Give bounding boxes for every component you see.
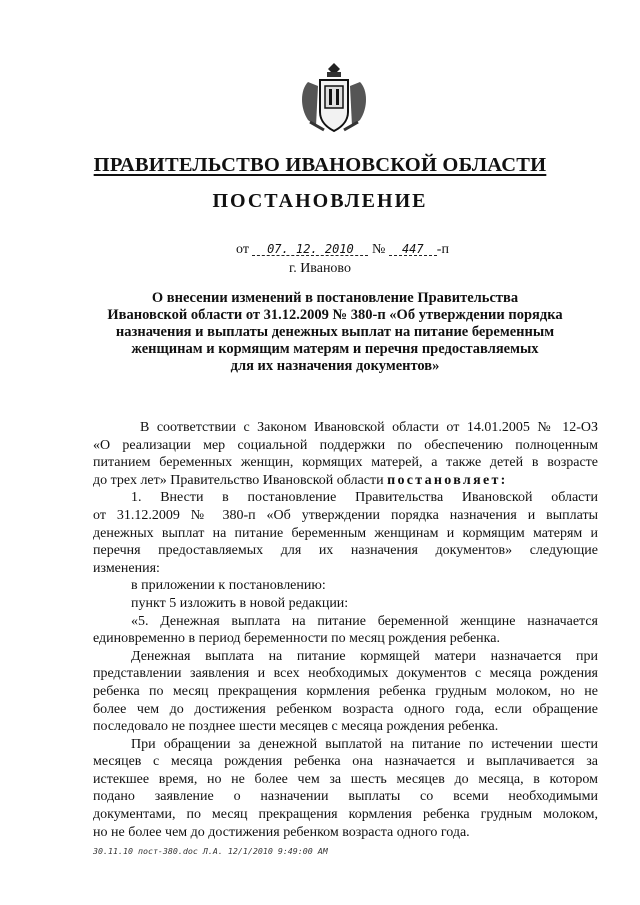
city: г. Иваново [289, 261, 351, 276]
subject-line: для их назначения документов» [230, 358, 440, 374]
body-line: подано заявление о назначении выплаты со всеми необходимыми [93, 789, 598, 805]
document-body [93, 419, 598, 841]
date-prefix: от [236, 242, 249, 257]
subject-line: назначения и выплаты денежных выплат на питание беременным [115, 324, 555, 340]
body-line: перечня предоставляемых для их назначения документов» следующие [93, 543, 598, 559]
file-footer: 30.11.10 пост-380.doc Л.А. 12/1/2010 9:49:00 AM [93, 846, 328, 856]
body-line: пункт 5 изложить в новой редакции: [131, 595, 349, 611]
body-line: ребенка по месяц прекращения кормления ребенка грудным молоком, но не [93, 683, 598, 699]
resolves-word: постановляет: [387, 472, 508, 488]
body-line: от 31.12.2009 № 380-п «Об утверждении порядка назначения и выплаты [93, 507, 598, 523]
body-line: При обращении за денежной выплатой на питание по истечении шести [131, 736, 598, 752]
body-line: изменения: [93, 560, 160, 576]
government-title: ПРАВИТЕЛЬСТВО ИВАНОВСКОЙ ОБЛАСТИ [93, 154, 547, 176]
body-line: питанием беременных женщин, кормящих матерей, а также детей в возрасте [93, 455, 598, 471]
body-line: истекшее время, но не более чем за шесть месяцев до месяца, в котором [93, 771, 598, 787]
number-suffix: -п [436, 242, 449, 257]
handwritten-date: 07. 12. 2010 [252, 243, 368, 256]
body-line: документами, по месяц прекращения кормления ребенка грудным молоком, [93, 807, 598, 823]
preamble-last: до трех лет» Правительство Ивановской области [93, 472, 384, 488]
subject-line: О внесении изменений в постановление Правительства [151, 290, 519, 306]
body-line: последовало не позднее шести месяцев с месяца рождения ребенка. [93, 719, 499, 735]
body-line: более чем до достижения ребенком возраста одного года, если обращение [93, 701, 598, 717]
body-line: Денежная выплата на питание кормящей матери назначается при [131, 648, 598, 664]
body-line: единовременно в период беременности по месяц рождения ребенка. [93, 631, 500, 647]
document-subject [60, 290, 610, 375]
body-line: но не более чем до достижения ребенком возраста одного года. [93, 824, 470, 840]
document-type-heading: ПОСТАНОВЛЕНИЕ [212, 190, 428, 212]
body-line: денежных выплат на питание беременным женщинам и кормящим матерям и [93, 525, 598, 541]
subject-line: Ивановской области от 31.12.2009 № 380-п «Об утверждении порядка [107, 307, 563, 323]
date-number-line [236, 242, 449, 258]
body-line: месяцев с месяца рождения ребенка она назначается и выплачивается за [93, 754, 598, 770]
body-line: «5. Денежная выплата на питание беременной женщине назначается [131, 613, 598, 629]
number-prefix: № [371, 242, 386, 257]
body-line [93, 472, 598, 490]
body-line: «О реализации мер социальной поддержки по обеспечению полноценным [93, 437, 598, 453]
coat-of-arms-icon [298, 60, 370, 134]
body-line: в приложении к постановлению: [131, 578, 326, 594]
body-line: В соответствии с Законом Ивановской области от 14.01.2005 № 12-ОЗ [140, 420, 598, 435]
body-line: 1. Внести в постановление Правительства Ивановской области [131, 490, 598, 506]
handwritten-number: 447 [389, 243, 437, 256]
subject-line: женщинам и кормящим матерям и перечня предоставляемых [131, 341, 539, 357]
body-line: представлении заявления и всех необходимых документов с месяца рождения [93, 666, 598, 682]
